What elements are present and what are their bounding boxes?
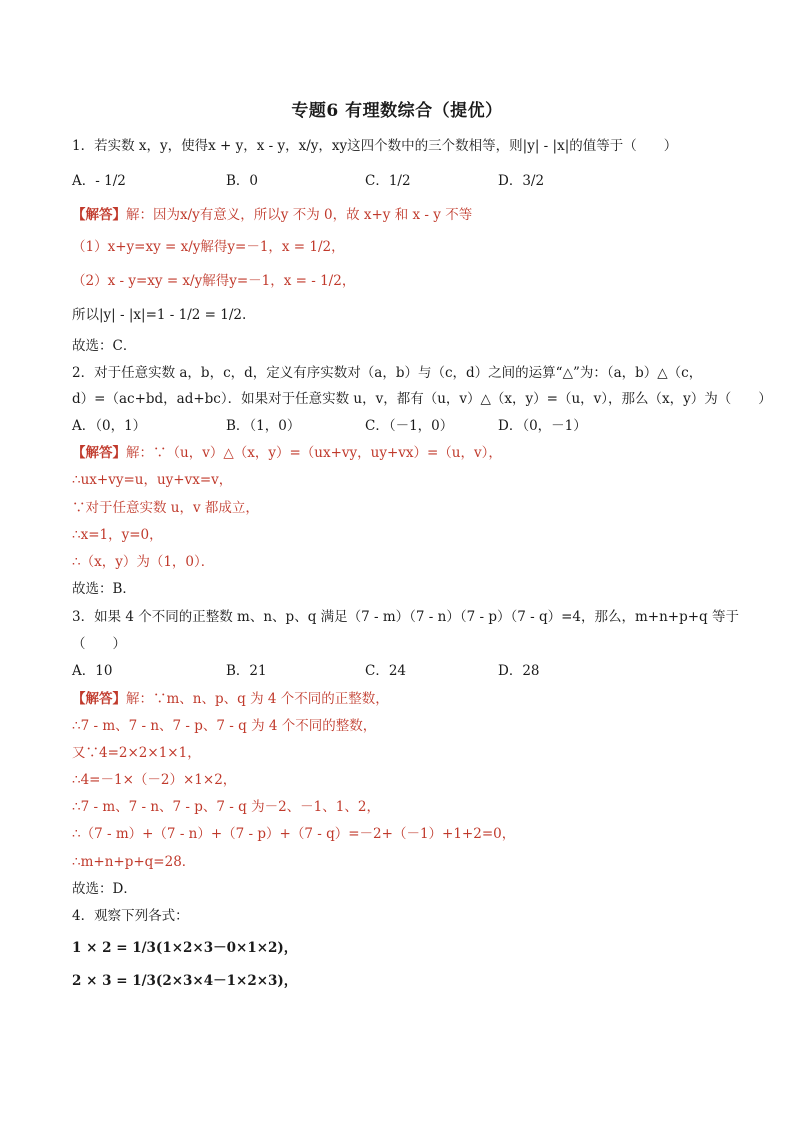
question-2-stem: 2．对于任意实数 a，b，c，d，定义有序实数对（a，b）与（c，d）之间的运算“△”为：（a，b）△（c， [72,365,703,381]
question-2-stem: d）=（ac+bd，ad+bc）．如果对于任意实数 u，v，都有（u，v）△（x，y）=（u，v），那么（x，y）为（ ） [72,391,772,407]
q3-solution-line: 又∵4=2×2×1×1， [72,745,201,761]
q2-option-c: C．（－1，0） [365,418,454,434]
solution-tag: 【解答】 [72,691,126,707]
question-3-stem: 3．如果 4 个不同的正整数 m、n、p、q 满足（7 - m）（7 - n）（7 - p）（7 - q）=4，那么，m+n+p+q 等于 [72,609,739,625]
q1-solution-line: （1）x+y=xy = x/y解得y=－1，x = 1/2， [72,239,345,255]
q3-solution-line: ∴m+n+p+q=28． [72,854,196,870]
q1-option-b: B．0 [226,173,259,189]
q3-solution-line: ∴7 - m、7 - n、7 - p、7 - q 为－2、－1、1、2， [72,799,380,815]
q3-option-c: C．24 [365,663,407,679]
question-4-stem: 4．观察下列各式： [72,908,189,924]
q3-solution-line: ∴7 - m、7 - n、7 - p、7 - q 为 4 个不同的整数， [72,718,377,734]
solution-tag: 【解答】 [72,445,126,461]
solution-tag: 【解答】 [72,207,126,223]
q3-option-d: D．28 [498,663,540,679]
page-title: 专题6 有理数综合（提优） [291,101,503,121]
q1-option-d: D．3/2 [498,173,545,189]
q3-answer: 故选：D． [72,881,137,897]
q2-solution-line: ∴ux+vy=u，uy+vx=v， [72,472,233,488]
q3-solution-line: ∴4=－1×（－2）×1×2， [72,772,237,788]
q4-formula-line: 2 × 3 = 1/3(2×3×4－1×2×3)， [72,973,298,989]
q3-option-a: A．10 [72,663,113,679]
question-3-stem: （ ） [72,636,126,652]
q2-option-d: D．（0，－1） [498,418,587,434]
q1-option-a: A．- 1/2 [72,173,126,189]
q2-answer: 故选：B． [72,581,136,597]
question-1-stem: 1．若实数 x，y，使得x + y，x - y，x/y，xy这四个数中的三个数相等，则|y| - |x|的值等于（ ） [72,138,678,154]
q4-formula-line: 1 × 2 = 1/3(1×2×3－0×1×2)， [72,940,298,956]
q3-solution-line: 【解答】解：∵m、n、p、q 为 4 个不同的正整数， [72,691,389,707]
q3-solution-line: ∴（7 - m）+（7 - n）+（7 - p）+（7 - q）=－2+（－1）+1+2=0， [72,826,516,842]
q2-solution-line: ∵对于任意实数 u，v 都成立， [72,500,259,516]
q2-option-b: B．（1，0） [226,418,301,434]
q1-solution-line: 【解答】解：因为x/y有意义，所以y 不为 0，故 x+y 和 x - y 不等 [72,207,473,223]
q1-option-c: C．1/2 [365,173,411,189]
q1-solution-line: （2）x - y=xy = x/y解得y=－1，x = - 1/2， [72,273,356,289]
q2-option-a: A．（0，1） [72,418,147,434]
q3-option-b: B．21 [226,663,267,679]
q2-solution-line: ∴（x，y）为（1，0）． [72,554,215,570]
q1-solution-line: 所以|y| - |x|=1 - 1/2 = 1/2. [72,307,247,323]
q2-solution-line: 【解答】解：∵（u，v）△（x，y）=（ux+vy，uy+vx）=（u，v）， [72,445,502,461]
q1-answer: 故选：C． [72,338,137,354]
q2-solution-line: ∴x=1，y=0， [72,527,163,543]
